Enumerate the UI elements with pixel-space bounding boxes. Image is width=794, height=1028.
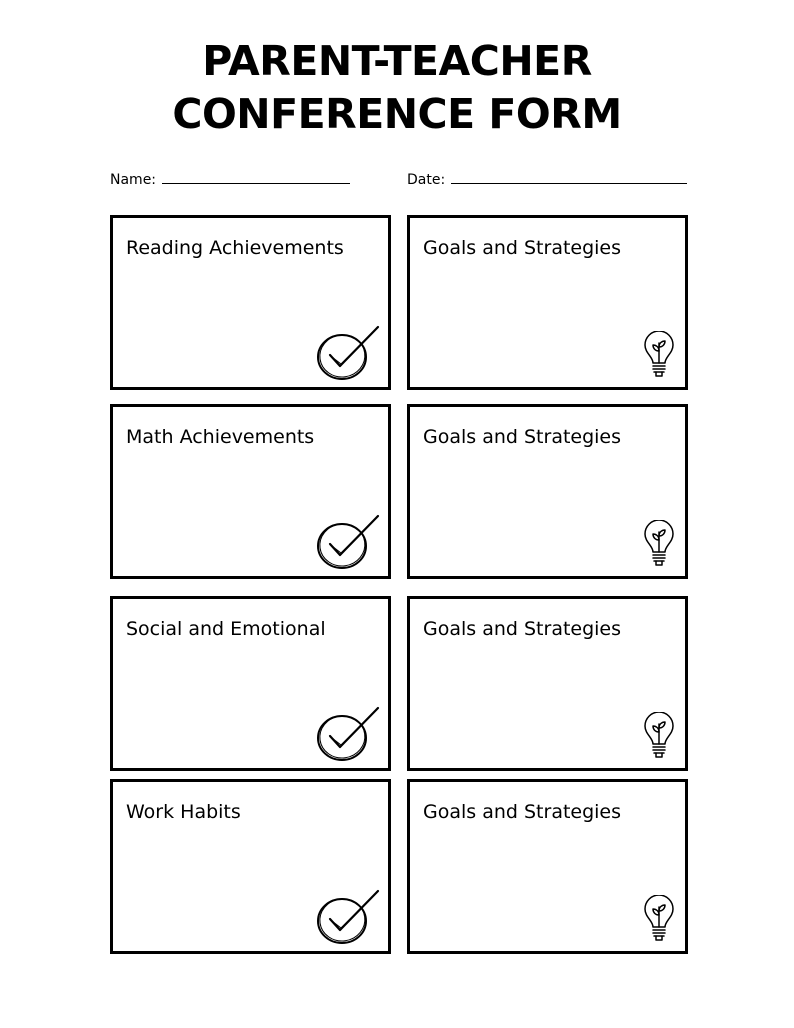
lightbulb-icon — [643, 331, 675, 379]
work-habits-box[interactable] — [110, 779, 391, 954]
date-label: Date: — [407, 172, 446, 188]
card-label: Goals and Strategies — [423, 618, 622, 640]
reading-goals-box[interactable] — [407, 215, 688, 390]
checkmark-circle-icon — [314, 510, 384, 572]
card-label: Reading Achievements — [126, 237, 344, 259]
card-label: Math Achievements — [126, 426, 315, 448]
social-goals-box[interactable] — [407, 596, 688, 771]
social-emotional-box[interactable] — [110, 596, 391, 771]
date-field[interactable] — [451, 183, 687, 184]
name-field[interactable] — [162, 183, 350, 184]
checkmark-circle-icon — [314, 702, 384, 764]
checkmark-circle-icon — [314, 321, 384, 383]
lightbulb-icon — [643, 895, 675, 943]
card-label: Social and Emotional — [126, 618, 326, 640]
checkmark-circle-icon — [314, 885, 384, 947]
name-label: Name: — [110, 172, 157, 188]
math-goals-box[interactable] — [407, 404, 688, 579]
lightbulb-icon — [643, 712, 675, 760]
lightbulb-icon — [643, 520, 675, 568]
card-label: Goals and Strategies — [423, 426, 622, 448]
reading-achievements-box[interactable] — [110, 215, 391, 390]
card-label: Work Habits — [126, 801, 241, 823]
work-habits-goals-box[interactable] — [407, 779, 688, 954]
math-achievements-box[interactable] — [110, 404, 391, 579]
card-label: Goals and Strategies — [423, 237, 622, 259]
page-title-line-2: CONFERENCE FORM — [172, 90, 622, 138]
card-label: Goals and Strategies — [423, 801, 622, 823]
page-title-line-1: PARENT-TEACHER — [202, 37, 592, 85]
